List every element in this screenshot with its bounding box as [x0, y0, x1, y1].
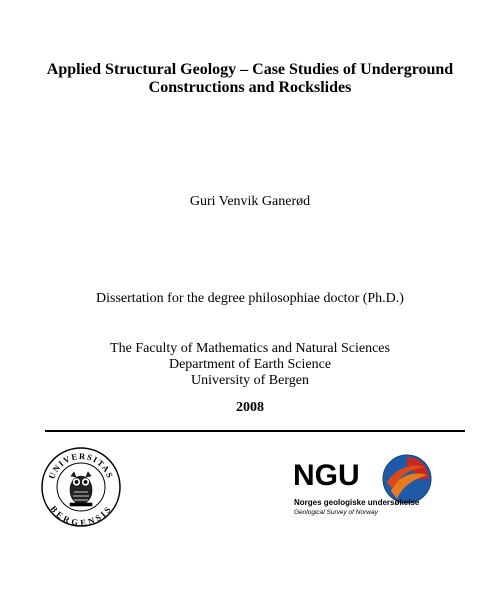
university-of-bergen-seal-icon	[40, 446, 122, 533]
thesis-title-line-2: Constructions and Rockslides	[148, 79, 352, 96]
horizontal-rule	[45, 430, 465, 432]
department-name: Department of Earth Science	[168, 357, 332, 372]
institution-block	[0, 341, 500, 389]
svg-text:BERGENSIS: BERGENSIS	[48, 503, 114, 528]
ngu-logo-text: NGU	[293, 459, 360, 492]
svg-text:UNIVERSITAS: UNIVERSITAS	[46, 450, 116, 481]
author-name: Guri Venvik Ganerød	[189, 194, 311, 209]
dissertation-statement: Dissertation for the degree philosophiae doctor (Ph.D.)	[96, 291, 404, 306]
thesis-title	[0, 61, 500, 97]
ngu-subtitle-english: Geological Survey of Norway	[294, 509, 378, 516]
thesis-title-line-1: Applied Structural Geology – Case Studies of Underground	[46, 61, 454, 78]
faculty-name: The Faculty of Mathematics and Natural Sciences	[110, 341, 390, 356]
ngu-logo	[293, 448, 443, 538]
university-name: University of Bergen	[191, 373, 309, 388]
publication-year: 2008	[236, 400, 264, 415]
ngu-subtitle-norwegian: Norges geologiske undersøkelse	[294, 498, 420, 507]
